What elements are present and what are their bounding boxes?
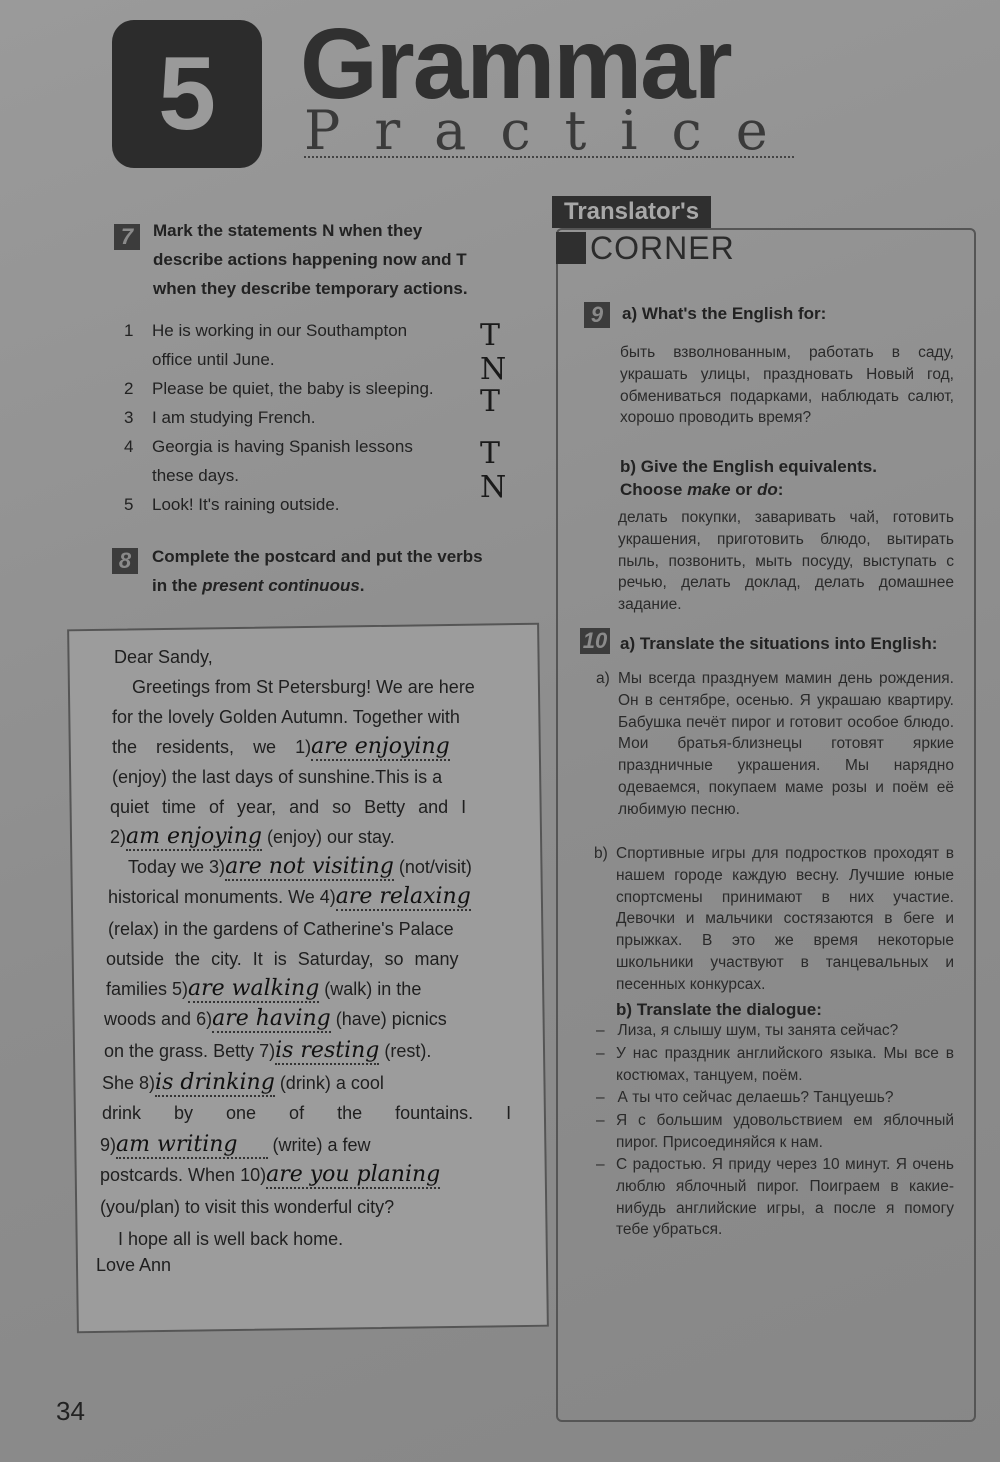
translators-corner-label: Translator's: [552, 196, 711, 228]
ex9-b-heading: b) Give the English equivalents. Choose make or do:: [620, 457, 877, 499]
postcard-line: postcards. When 10)are you planing: [100, 1162, 441, 1187]
ex7-item-2: 2 Please be quiet, the baby is sleeping.: [124, 379, 434, 398]
ex7-answer-4: T: [480, 436, 501, 471]
subtitle-divider: [304, 156, 794, 158]
corner-marker: [556, 232, 586, 264]
postcard-line: 2)am enjoying (enjoy) our stay.: [110, 824, 395, 849]
ex7-item-4: 4 Georgia is having Spanish lessons these days.: [124, 437, 413, 485]
postcard-line: Today we 3)are not visiting (not/visit): [128, 854, 472, 879]
postcard-greeting: Dear Sandy,: [114, 647, 213, 667]
unit-number: 5: [158, 36, 216, 152]
answer-6: are having: [212, 1006, 331, 1031]
ex10-situation-a-label: a): [596, 670, 610, 687]
postcard-line: (relax) in the gardens of Catherine's Palace: [108, 919, 454, 939]
ex9-a-text: быть взволнованным, работать в саду, украшать улицы, праздновать Новый год, обмениваться подарками, наблюдать салют, хорошо проводить время?: [620, 344, 954, 427]
answer-7: is resting: [275, 1038, 380, 1063]
ex10-situation-b-label: b): [594, 845, 608, 862]
postcard-line: quiet time of year, and so Betty and I: [110, 797, 467, 817]
postcard-line: families 5)are walking (walk) in the: [106, 976, 422, 1001]
postcard-line: 9)am writing (write) a few: [100, 1132, 371, 1157]
exercise-10-number: 10: [580, 628, 610, 654]
postcard-signature: Love Ann: [96, 1255, 172, 1275]
postcard-line: (enjoy) the last days of sunshine.This is a: [112, 767, 443, 787]
answer-2: am enjoying: [126, 824, 262, 849]
postcard-line: the residents, we 1)are enjoying: [112, 734, 450, 759]
ex7-answer-1: T: [480, 318, 501, 353]
ex7-item-1: 1 He is working in our Southampton office until June.: [124, 321, 408, 369]
textbook-page: 5 Grammar Practice 7 Mark the statements N when they describe actions happening now and T when they describe temporary actions. 1 He is working in our Southampton office until June. T 2 Please be quiet, the baby is sleeping. N 3 I am studying French. T 4 Georgia is having Spanish lessons these days. T 5 Look! It's raining outside. N 8 Complete the postcard and put the verbs in the present continuous. Dear Sandy, Greetings from St Petersburg! We are here for the lovely Golden Autumn. Together with the residents, we 1)are enjoying (enjoy) the last days of sunshine.This is a quiet time of year, and so Betty and I 2)am enjoying (enjoy) our stay. Today we 3)are not visiting (not/visit) historical monuments. We 4)are relaxing (relax) in the gardens of Catherine's Palace outside the city. It is Saturday, so many families 5)are walking (walk) in the woods and 6)are having (have) picnics on the grass. Betty 7)is resting (rest). She 8)is drinking (drink) a cool drink by one of the fountains. I 9)am writing (write) a few postcards. When 10)are you planing (you/plan) to visit this wonderful city? I hope all is well back home. Love Ann Translator's CORNER 9 a) What's the English for: быть взволнованным, работать в саду, украшать улицы, праздновать Новый год, обмениваться подарками, наблюдать салют, хорошо проводить время? b) Give the English equivalents. Choose make or do: делать покупки, заваривать чай, готовить украшения, приготовить блюдо, вытирать пыль, позвонить, мыть посуду, выступать с речью, делать доклад, делать домашнее задание. 10 a) Translate the situations into English: a) Мы всегда празднуем мамин день рождения. Он в сентябре, осенью. Я украшаю квартиру. Бабушка печёт пирог и готовит особое блюдо. Мои братья-близнецы готовят яркие праздничные украшения. Мы нарядно одеваемся, покупаем маме розы и поём её любимую песню. b) Спортивные игры для подростков проходят в нашем городе каждую весну. Лучшие юные спортсмены принимают в них участие. Девочки и мальчики состязаются в беге и прыжках. В это же время некоторые школьники участвуют в танцевальных и песенных конкурсах. b) Translate the dialogue: – Лиза, я слышу шум, ты занята сейчас? – У нас праздник английского языка. Мы все в костюмах, танцуем, поём. – А ты что сейчас делаешь? Танцуешь? – Я с большим удовольствием ем яблочный пирог. Присоединяйся к нам. – С радостью. Я приду через 10 минут. Я очень люблю яблочный пирог. Поиграем в какие-нибудь английские игры, а после я помогу тебе убраться. 34: [0, 0, 1000, 1462]
ex7-item-3: 3 I am studying French.: [124, 408, 316, 427]
exercise-7-number: 7: [114, 224, 140, 250]
ex9-b-text: делать покупки, заваривать чай, готовить украшения, приготовить блюдо, вытирать пыль, позвонить, мыть посуду, выступать с речью, делать доклад, делать домашнее задание.: [618, 509, 954, 614]
postcard-line: She 8)is drinking (drink) a cool: [102, 1070, 384, 1095]
translators-corner-title: CORNER: [590, 230, 735, 266]
exercise-8-number: 8: [112, 548, 138, 574]
answer-3: are not visiting: [225, 854, 394, 879]
postcard-line: I hope all is well back home.: [118, 1229, 344, 1249]
dialogue-line: – А ты что сейчас делаешь? Танцуешь?: [596, 1089, 894, 1106]
page-title: Grammar: [300, 8, 731, 120]
exercise-8-instruction: Complete the postcard and put the verbs in the present continuous.: [152, 547, 483, 595]
answer-10: are you planing: [266, 1162, 441, 1187]
postcard-line: drink by one of the fountains. I: [102, 1103, 512, 1123]
ex7-item-5: 5 Look! It's raining outside.: [124, 495, 340, 514]
dialogue-line: – Лиза, я слышу шум, ты занята сейчас?: [596, 1022, 899, 1039]
ex10-situation-a-text: Мы всегда празднуем мамин день рождения. Он в сентябре, осенью. Я украшаю квартиру. Бабушка печёт пирог и готовит особое блюдо. Мои братья-близнецы готовят яркие праздничные украшения. Мы нарядно одеваемся, покупаем маме розы и поём её любимую песню.: [618, 670, 954, 818]
postcard-line: (you/plan) to visit this wonderful city?: [100, 1197, 395, 1217]
exercise-7-instruction: Mark the statements N when they describe actions happening now and T when they describe temporary actions.: [153, 221, 468, 298]
ex7-answer-5: N: [480, 470, 507, 505]
answer-5: are walking: [188, 976, 320, 1001]
postcard-line: historical monuments. We 4)are relaxing: [108, 884, 471, 909]
answer-9: am writing: [116, 1132, 267, 1159]
postcard-line: on the grass. Betty 7)is resting (rest).: [104, 1038, 432, 1063]
ex7-answer-2: N: [480, 352, 507, 387]
ex10-b-heading: b) Translate the dialogue:: [616, 1000, 822, 1019]
exercise-9-number: 9: [584, 302, 610, 328]
page-subtitle: Practice: [304, 99, 802, 162]
postcard-line: outside the city. It is Saturday, so many: [106, 949, 459, 969]
unit-number-badge: [112, 20, 262, 168]
page-number: 34: [56, 1396, 85, 1426]
answer-8: is drinking: [155, 1070, 275, 1095]
postcard-line: Greetings from St Petersburg! We are here: [132, 677, 475, 697]
ex10-situation-b-text: Спортивные игры для подростков проходят в нашем городе каждую весну. Лучшие юные спортсмены принимают в них участие. Девочки и мальчики состязаются в беге и прыжках. В это же время некоторые школьники участвуют в танцевальных и песенных конкурсах.: [616, 845, 954, 993]
answer-4: are relaxing: [335, 884, 471, 909]
answer-1: are enjoying: [311, 734, 450, 759]
postcard-line: for the lovely Golden Autumn. Together with: [112, 707, 460, 727]
ex9-a-heading: a) What's the English for:: [622, 304, 827, 323]
postcard-line: woods and 6)are having (have) picnics: [104, 1006, 447, 1031]
ex10-a-heading: a) Translate the situations into English:: [620, 634, 938, 653]
ex7-answer-3: T: [480, 384, 501, 419]
